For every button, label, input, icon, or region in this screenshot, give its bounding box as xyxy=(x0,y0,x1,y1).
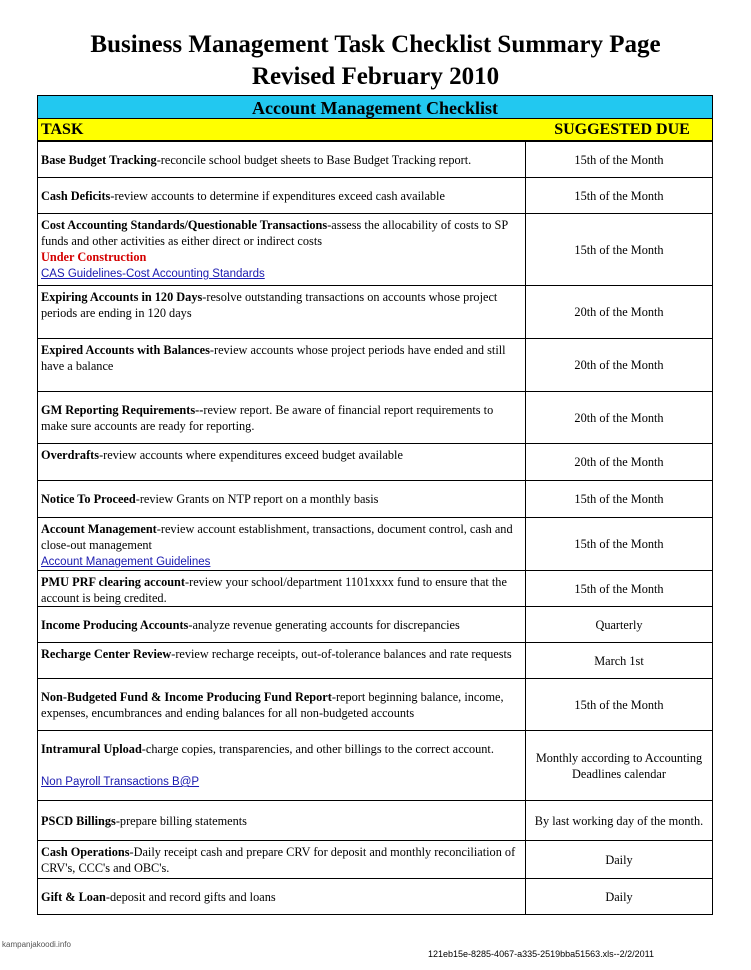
due-cell: 15th of the Month xyxy=(526,178,713,214)
task-name: Income Producing Accounts xyxy=(41,617,189,632)
table-row xyxy=(38,801,713,841)
task-desc: -review recharge receipts, out-of-tolerance balances and rate requests xyxy=(171,647,512,661)
checklist-title: Account Management Checklist xyxy=(37,95,713,119)
footer-filename: 121eb15e-8285-4067-a335-2519bba51563.xls--2/2/2011 xyxy=(428,949,655,959)
table-row xyxy=(38,679,713,731)
non-payroll-transactions-link[interactable]: Non Payroll Transactions B@P xyxy=(41,776,200,788)
task-cell xyxy=(38,339,526,392)
task-name: GM Reporting Requirements-- xyxy=(41,402,204,417)
due-cell: 15th of the Month xyxy=(526,571,713,607)
task-desc: -report beginning balance, income, expenses, encumbrances and ending balances for all non-budgeted accounts xyxy=(41,689,504,720)
task-name: Overdrafts xyxy=(41,448,100,462)
task-desc: -review accounts to determine if expenditures exceed cash available xyxy=(110,188,445,203)
task-name: Account Management xyxy=(41,522,157,536)
due-cell: Daily xyxy=(526,841,713,879)
task-desc: -assess the allocability of costs to SP funds and other activities as either direct or indirect costs xyxy=(41,218,508,248)
checklist-sheet xyxy=(37,95,713,915)
table-row xyxy=(38,178,713,214)
table-row xyxy=(38,339,713,392)
table-row xyxy=(38,444,713,481)
task-cell xyxy=(38,481,526,518)
table-row xyxy=(38,286,713,339)
task-name: Gift & Loan xyxy=(41,889,106,904)
table-row xyxy=(38,607,713,643)
due-cell: 20th of the Month xyxy=(526,444,713,481)
column-header-task: TASK xyxy=(41,121,84,138)
table-row xyxy=(38,214,713,286)
task-name: Intramural Upload xyxy=(41,742,142,756)
due-cell: 15th of the Month xyxy=(526,214,713,286)
due-cell: By last working day of the month. xyxy=(526,801,713,841)
task-cell xyxy=(38,841,526,879)
task-name: PMU PRF clearing account xyxy=(41,575,185,589)
checklist-table xyxy=(37,141,713,915)
page-subtitle: Revised February 2010 xyxy=(251,63,500,90)
task-name: Notice To Proceed xyxy=(41,492,136,506)
table-row xyxy=(38,841,713,879)
task-desc: -review Grants on NTP report on a monthly basis xyxy=(135,492,379,506)
task-name: PSCD Billings xyxy=(41,813,116,828)
task-cell xyxy=(38,679,526,731)
task-cell xyxy=(38,879,526,915)
task-desc: -review accounts where expenditures exceed budget available xyxy=(99,448,403,462)
task-desc: -review your school/department 1101xxxx fund to ensure that the account is being credited. xyxy=(41,575,507,605)
task-name: Expired Accounts with Balances xyxy=(41,343,210,357)
due-cell: 15th of the Month xyxy=(526,481,713,518)
table-row xyxy=(38,643,713,679)
task-desc: review report. Be aware of financial report requirements to make sure accounts are ready for reporting. xyxy=(41,402,494,433)
task-desc: -prepare billing statements xyxy=(115,813,247,828)
task-cell xyxy=(38,214,526,286)
task-cell xyxy=(38,801,526,841)
task-name: Cost Accounting Standards/Questionable Transactions xyxy=(41,218,328,232)
account-management-guidelines-link[interactable]: Account Management Guidelines xyxy=(41,556,211,568)
due-cell: Quarterly xyxy=(526,607,713,643)
task-cell xyxy=(38,444,526,481)
task-desc: -review accounts whose project periods have ended and still have a balance xyxy=(41,343,506,373)
task-cell xyxy=(38,518,526,571)
due-cell: 15th of the Month xyxy=(526,142,713,178)
task-desc: -resolve outstanding transactions on accounts whose project periods are ending in 120 days xyxy=(41,290,498,320)
task-desc: -analyze revenue generating accounts for discrepancies xyxy=(188,617,460,632)
watermark-text: kampanjakoodi.info xyxy=(2,940,71,949)
task-cell xyxy=(38,607,526,643)
due-cell: Daily xyxy=(526,879,713,915)
task-cell xyxy=(38,286,526,339)
table-row xyxy=(38,571,713,607)
task-cell xyxy=(38,643,526,679)
task-desc: -review account establishment, transactions, document control, cash and close-out management xyxy=(41,522,513,552)
task-cell xyxy=(38,731,526,801)
task-desc: -Daily receipt cash and prepare CRV for deposit and monthly reconciliation of CRV's, CCC's and OBC's. xyxy=(41,845,516,875)
due-cell: Monthly according to Accounting Deadlines calendar xyxy=(526,731,713,801)
table-row xyxy=(38,879,713,915)
task-desc: -deposit and record gifts and loans xyxy=(105,889,276,904)
column-header-row xyxy=(37,119,713,141)
task-cell xyxy=(38,571,526,607)
table-row xyxy=(38,142,713,178)
table-row xyxy=(38,481,713,518)
table-row xyxy=(38,392,713,444)
task-name: Cash Operations xyxy=(41,845,130,859)
page-title: Business Management Task Checklist Summary Page xyxy=(90,31,661,58)
task-desc: -reconcile school budget sheets to Base Budget Tracking report. xyxy=(156,152,472,167)
due-cell: 15th of the Month xyxy=(526,679,713,731)
due-cell: March 1st xyxy=(526,643,713,679)
task-name: Base Budget Tracking xyxy=(41,152,157,167)
table-row xyxy=(38,731,713,801)
task-desc: -charge copies, transparencies, and other billings to the correct account. xyxy=(141,742,494,756)
table-row xyxy=(38,518,713,571)
task-name: Cash Deficits xyxy=(41,188,111,203)
due-cell: 20th of the Month xyxy=(526,286,713,339)
column-header-due: SUGGESTED DUE xyxy=(554,121,690,138)
task-cell xyxy=(38,142,526,178)
due-cell: 20th of the Month xyxy=(526,392,713,444)
cas-guidelines-link[interactable]: CAS Guidelines-Cost Accounting Standards xyxy=(41,268,265,280)
task-cell xyxy=(38,392,526,444)
task-name: Non-Budgeted Fund & Income Producing Fund Report xyxy=(41,689,332,704)
under-construction-note: Under Construction xyxy=(41,250,147,264)
due-cell: 20th of the Month xyxy=(526,339,713,392)
task-cell xyxy=(38,178,526,214)
task-name: Recharge Center Review xyxy=(41,647,172,661)
task-name: Expiring Accounts in 120 Days xyxy=(41,290,203,304)
due-cell: 15th of the Month xyxy=(526,518,713,571)
